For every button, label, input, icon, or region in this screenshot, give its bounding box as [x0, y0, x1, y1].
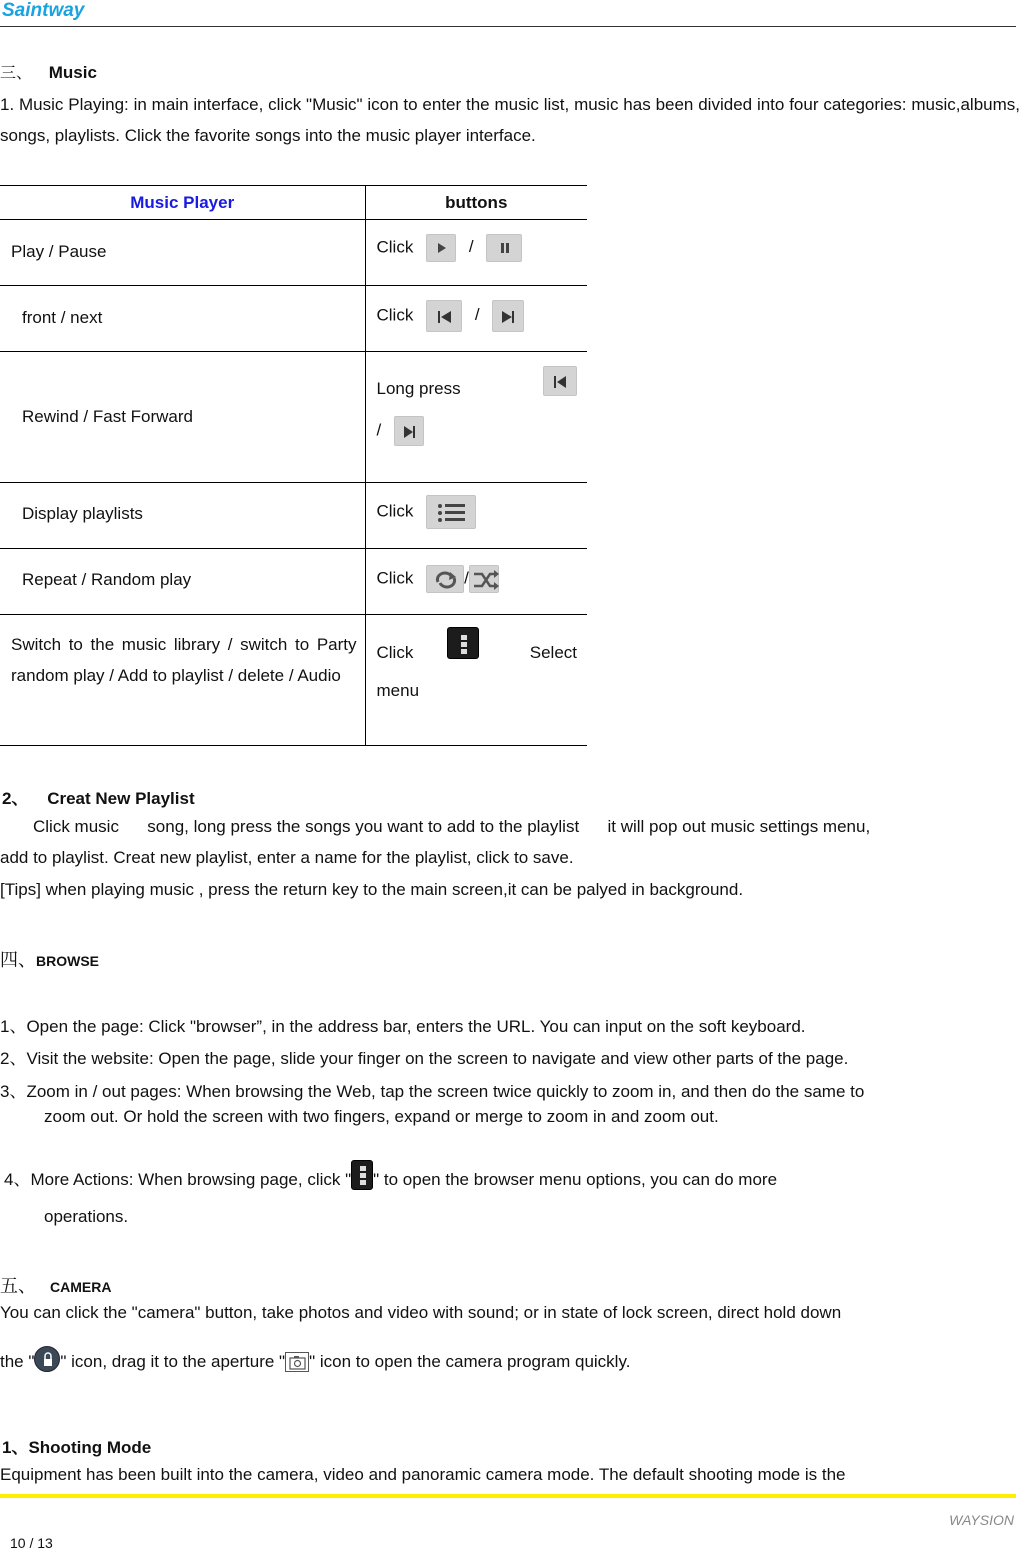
music-heading — [0, 60, 97, 83]
playlist-heading-text: Creat New Playlist — [47, 789, 195, 808]
page-number: 10 / 13 — [10, 1535, 53, 1551]
table-cell-action — [365, 615, 587, 746]
footer-brand: WAYSION — [949, 1512, 1014, 1528]
playlist-line-2: add to playlist. Creat new playlist, enter a name for the playlist, click to save. — [0, 848, 574, 867]
browse-heading-text: BROWSE — [36, 953, 99, 969]
playlist-heading-number: 2、 — [2, 789, 29, 808]
camera-line-2 — [0, 1346, 630, 1372]
table-cell-action — [365, 286, 587, 352]
row-label-play-pause: Play / Pause — [11, 242, 107, 261]
table-row — [0, 549, 587, 615]
browser-menu-icon — [351, 1160, 373, 1190]
separator: / — [468, 237, 474, 257]
browse-item-1: 1、Open the page: Click "browser”, in the address bar, enters the URL. You can input on the soft keyboard. — [0, 1017, 806, 1036]
next-icon — [492, 300, 524, 332]
camera-heading-number: 五、 — [0, 1276, 36, 1297]
previous-icon — [426, 300, 462, 332]
table-row — [0, 286, 587, 352]
shooting-heading: 1、Shooting Mode — [2, 1438, 152, 1457]
separator: / — [376, 420, 382, 440]
table-row — [0, 483, 587, 549]
row-label-repeat-random: Repeat / Random play — [22, 570, 192, 589]
repeat-icon — [426, 565, 464, 593]
row-label-display-playlists: Display playlists — [22, 504, 143, 523]
action-text: Click — [376, 237, 414, 257]
browse-item-3b: zoom out. Or hold the screen with two fingers, expand or merge to zoom in and zoom out. — [44, 1107, 719, 1126]
music-paragraph: 1. Music Playing: in main interface, click "Music" icon to enter the music list, music has been divided into four categories: music,albums, songs, playlists. Click the favorite songs into the music player interface. — [0, 95, 1020, 145]
table-row — [0, 615, 587, 746]
action-text: Click — [376, 305, 414, 325]
browse-item-3a: 3、Zoom in / out pages: When browsing the Web, tap the screen twice quickly to zoom in, and then do the same to — [0, 1082, 865, 1101]
row-label-front-next: front / next — [22, 308, 103, 327]
camera-line-2-a: the " — [0, 1352, 35, 1371]
browse-heading — [0, 946, 99, 972]
camera-line-1: You can click the "camera" button, take photos and video with sound; or in state of lock screen, direct hold down — [0, 1303, 842, 1322]
playlist-tips: [Tips] when playing music , press the return key to the main screen,it can be palyed in background. — [0, 880, 744, 899]
camera-icon — [285, 1352, 309, 1372]
music-player-table — [0, 185, 587, 746]
camera-heading — [0, 1272, 111, 1298]
action-text-select: Select — [529, 643, 577, 662]
action-text: Click — [376, 568, 414, 588]
play-icon — [426, 234, 456, 262]
camera-line-2-b: " icon, drag it to the aperture " — [60, 1352, 286, 1371]
playlist-line-1: Click music song, long press the songs you want to add to the playlist it will pop out music settings menu, — [33, 817, 871, 836]
header-divider — [0, 26, 1016, 27]
row-label-rewind-forward: Rewind / Fast Forward — [22, 407, 193, 426]
footer-divider — [0, 1494, 1016, 1498]
music-heading-number: 三、 — [0, 63, 33, 82]
brand-logo-text: Saintway — [2, 0, 85, 21]
table-cell-action — [365, 549, 587, 615]
menu-icon — [447, 627, 479, 659]
table-cell-action — [365, 483, 587, 549]
rewind-icon — [543, 366, 577, 396]
table-cell-label — [0, 220, 365, 286]
browse-item-4a-pre: 4、More Actions: When browsing page, click " — [4, 1170, 352, 1189]
separator: / — [464, 568, 469, 588]
table-header-row — [0, 186, 587, 220]
table-cell-action — [365, 352, 587, 483]
browse-heading-number: 四、 — [0, 950, 36, 971]
action-text-menu: menu — [376, 681, 420, 700]
separator: / — [474, 305, 480, 325]
browse-item-4a — [4, 1160, 777, 1190]
music-heading-text: Music — [48, 63, 97, 82]
browse-item-2: 2、Visit the website: Open the page, slide your finger on the screen to navigate and view other parts of the page. — [0, 1049, 849, 1068]
table-row — [0, 220, 587, 286]
action-text: Long press — [376, 379, 461, 398]
playlist-heading — [2, 784, 195, 809]
shuffle-icon — [469, 565, 499, 593]
table-cell-action — [365, 220, 587, 286]
table-cell-label — [0, 352, 365, 483]
shooting-line-1: Equipment has been built into the camera, video and panoramic camera mode. The default shooting mode is the — [0, 1465, 846, 1484]
row-label-switch-library: Switch to the music library / switch to Party random play / Add to playlist / delete / Audio — [11, 635, 357, 685]
table-cell-label — [0, 286, 365, 352]
action-text: Click — [376, 643, 414, 662]
table-header-music-player: Music Player — [0, 186, 365, 220]
browse-item-4a-post: " to open the browser menu options, you can do more — [373, 1170, 778, 1189]
table-cell-label — [0, 549, 365, 615]
pause-icon — [486, 234, 522, 262]
table-cell-label — [0, 483, 365, 549]
browse-item-4b: operations. — [44, 1207, 129, 1226]
table-cell-label — [0, 615, 365, 746]
table-header-buttons: buttons — [365, 186, 587, 220]
camera-heading-text: CAMERA — [50, 1279, 112, 1295]
action-text: Click — [376, 501, 414, 521]
fast-forward-icon — [394, 416, 424, 446]
lock-icon — [34, 1346, 60, 1372]
table-row — [0, 352, 587, 483]
playlist-icon — [426, 495, 476, 529]
camera-line-2-c: " icon to open the camera program quickly. — [309, 1352, 631, 1371]
